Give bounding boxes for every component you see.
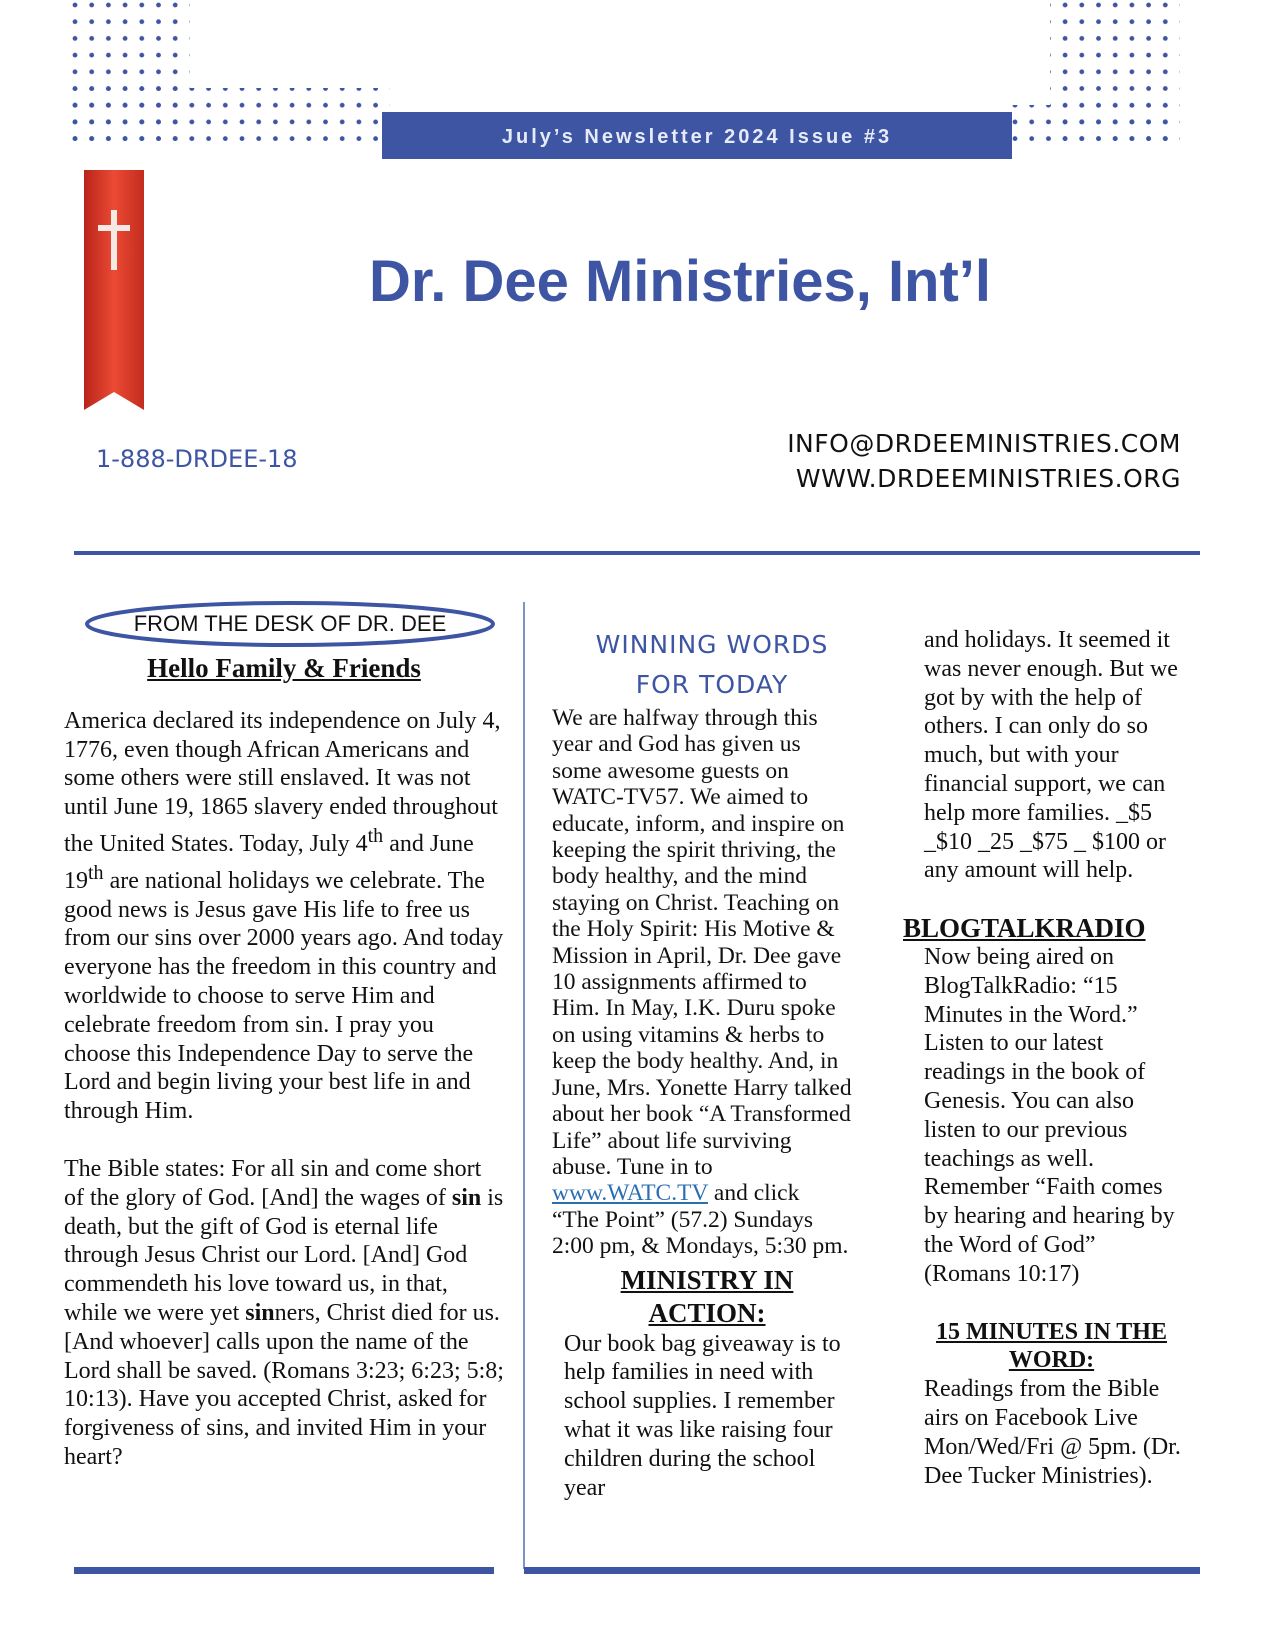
dot-pattern-right: [1010, 0, 1180, 145]
phone-number: 1-888-DRDEE-18: [96, 445, 298, 473]
ministry-text: Our book bag giveaway is to help families in need with school supplies. I remember what it was like raising four children during the school year: [564, 1330, 841, 1501]
issue-banner: July’s Newsletter 2024 Issue #3: [382, 112, 1012, 159]
org-title: Dr. Dee Ministries, Int’l: [368, 249, 992, 314]
desk-label-text: FROM THE DESK OF DR. DEE: [133, 611, 447, 636]
footer-rule-left: [74, 1567, 494, 1574]
column-desk: [64, 600, 504, 1472]
ministry-continued: and holidays. It seemed it was never enough. But we got by with the help of others. I can only do so much, but with your financial support, we can help more families. _$5 _$10 _25 _$75 _ $100 or any amount will help.: [924, 627, 1178, 884]
website-address[interactable]: WWW.DRDEEMINISTRIES.ORG: [795, 464, 1181, 493]
ministry-heading: MINISTRY IN ACTION:: [620, 1264, 794, 1328]
desk-label: [84, 600, 496, 648]
watc-link[interactable]: www.WATC.TV: [552, 1180, 709, 1207]
fifteen-minutes-text: Readings from the Bible airs on Facebook Live Mon/Wed/Fri @ 5pm. (Dr. Dee Tucker Ministries).: [924, 1376, 1181, 1489]
column-divider: [523, 602, 525, 1569]
blogtalkradio-heading: BLOGTALKRADIO: [903, 913, 1146, 944]
fifteen-minutes-heading: 15 MINUTES IN THE WORD:: [936, 1318, 1167, 1374]
column-winning-words: [552, 625, 852, 1502]
email-address[interactable]: INFO@DRDEEMINISTRIES.COM: [787, 429, 1181, 458]
column-right: [903, 626, 1184, 1490]
blogtalkradio-text: Now being aired on BlogTalkRadio: “15 Minutes in the Word.” Listen to our latest readings in the book of Genesis. You can also listen to our previous teachings as well. Remember “Faith comes by hearing and hearing by the Word of God” (Romans 10:17): [924, 943, 1175, 1287]
contact-block: [787, 426, 1181, 496]
winning-words-heading: WINNING WORDS FOR TODAY: [595, 630, 829, 699]
header-rule: [74, 551, 1200, 555]
winning-words-text: We are halfway through this year and God has given us some awesome guests on WATC-TV57. We aimed to educate, inform, and inspire on keeping the spirit thriving, the body healthy, and the mind staying on Christ. Teaching on the Holy Spirit: His Motive & Mission in April, Dr. Dee gave 10 assignments affirmed to Him. In May, I.K. Duru spoke on using vitamins & herbs to keep the body healthy. And, in June, Mrs. Yonette Harry talked about her book “A Transformed Life” about life surviving abuse. Tune in to www.WATC.TV and click “The Point” (57.2) Sundays 2:00 pm, & Mondays, 5:30 pm.: [552, 705, 852, 1260]
ribbon-bookmark: [84, 170, 144, 410]
bible-paragraph: The Bible states: For all sin and come short of the glory of God. [And] the wages of sin is death, but the gift of God is eternal life through Jesus Christ our Lord. [And] God commendeth his love toward us, in that, while we were yet sinners, Christ died for us. [And whoever] calls upon the name of the Lord shall be saved. (Romans 3:23; 6:23; 5:8; 10:13). Have you accepted Christ, asked for forgiveness of sins, and invited Him in your heart?: [64, 1155, 504, 1470]
independence-paragraph: America declared its independence on July 4, 1776, even though African Americans and some others were still enslaved. It was not until June 19, 1865 slavery ended throughout the United States. Today, July 4th and June 19th are national holidays we celebrate. The good news is Jesus gave His life to free us from our sins over 2000 years ago. And today everyone has the freedom in this country and worldwide to choose to serve Him and celebrate freedom from sin. I pray you choose this Independence Day to serve the Lord and begin living your best life in and through Him.: [64, 707, 504, 1125]
greeting-heading: Hello Family & Friends: [147, 653, 421, 683]
footer-rule-right: [524, 1567, 1200, 1574]
dot-pattern-left: [70, 0, 390, 145]
